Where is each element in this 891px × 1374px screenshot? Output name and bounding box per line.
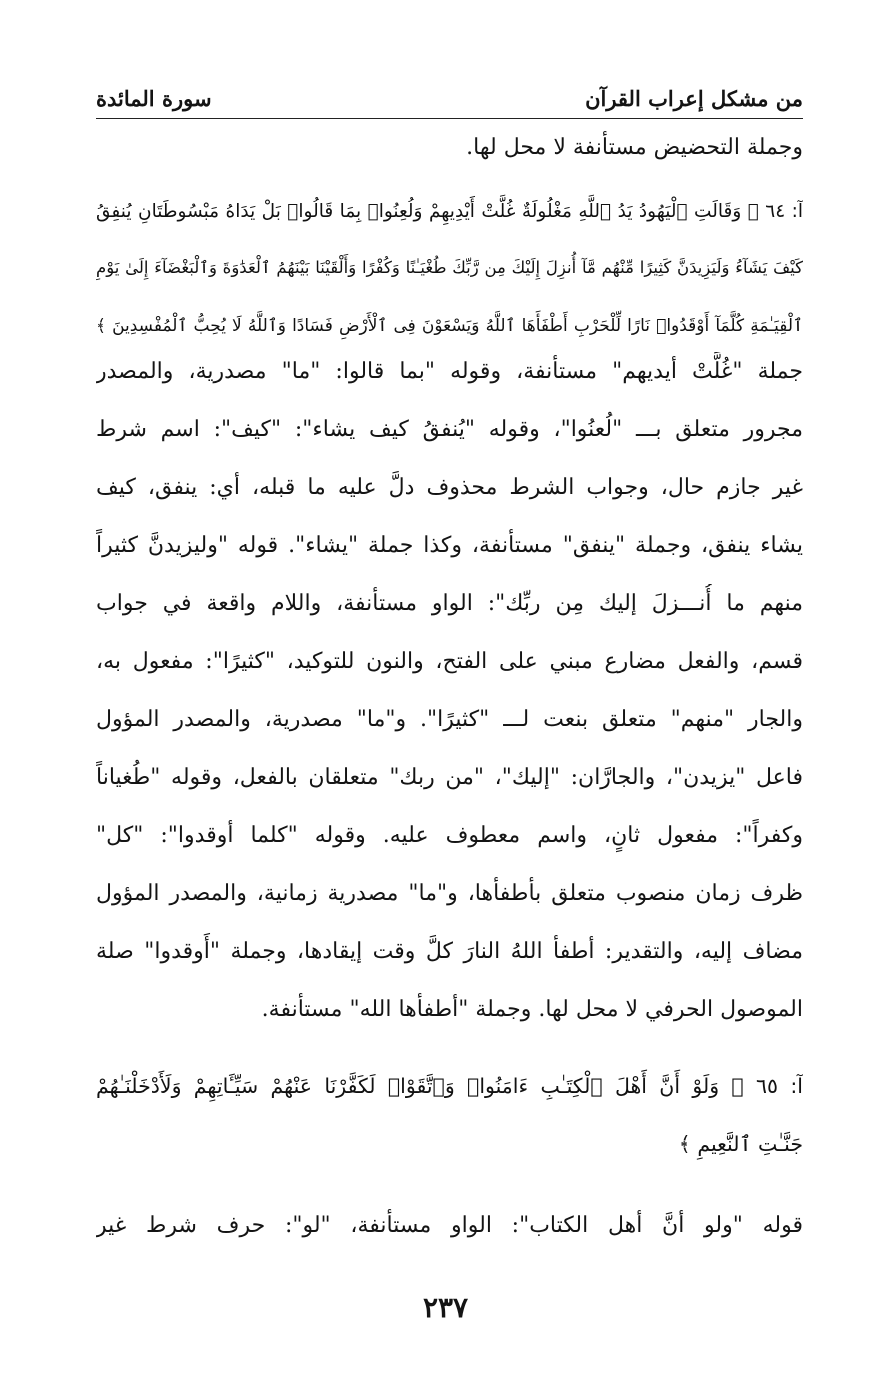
running-header — [96, 84, 803, 119]
surah-name: سورة المائدة — [96, 86, 212, 111]
verse-line: ٱلْقِيَـٰمَةِ كُلَّمَآ أَوْقَدُوا۟ نَارًا لِّلْحَرْبِ أَطْفَأَهَا ٱللَّهُ وَيَسْعَوْنَ فِى ٱلْأَرْضِ فَسَادًا وَٱللَّهُ لَا يُحِبُّ ٱلْمُفْسِدِينَ ﴾ — [96, 316, 803, 336]
commentary-line: والجار "منهم" متعلق بنعت لـــ "كثيرًا". و"ما" مصدرية، والمصدر المؤول — [96, 707, 803, 732]
commentary-line: مضاف إليه، والتقدير: أطفأ اللهُ النارَ كلَّ وقت إيقادها، وجملة "أَوقدوا" صلة — [96, 939, 803, 964]
commentary-line: قسم، والفعل مضارع مبني على الفتح، والنون للتوكيد، "كثيرًا": مفعول به، — [96, 649, 803, 674]
page-number: ٢٣٧ — [422, 1291, 469, 1324]
commentary-line: ظرف زمان منصوب متعلق بأطفأها، و"ما" مصدرية زمانية، والمصدر المؤول — [96, 881, 803, 906]
commentary-line: جملة "غُلَّتْ أيديهم" مستأنفة، وقوله "بما قالوا: "ما" مصدرية، والمصدر — [96, 359, 803, 384]
commentary-line: منهم ما أُنـــزلَ إليك مِن ربِّك": الواو مستأنفة، واللام واقعة في جواب — [96, 591, 803, 616]
verse-line: جَنَّـٰتِ ٱلنَّعِيمِ ﴾ — [678, 1132, 803, 1156]
commentary-line: قوله "ولو أنَّ أهل الكتاب": الواو مستأنفة، "لو": حرف شرط غير — [96, 1213, 803, 1238]
commentary-line: الموصول الحرفي لا محل لها. وجملة "أطفأها الله" مستأنفة. — [261, 997, 803, 1022]
commentary-line: غير جازم حال، وجواب الشرط محذوف دلَّ عليه ما قبله، أي: ينفق، كيف — [96, 475, 803, 500]
commentary-line: وكفراً": مفعول ثانٍ، واسم معطوف عليه. وقوله "كلما أوقدوا": "كل" — [96, 823, 803, 848]
commentary-line: مجرور متعلق بـــ "لُعنُوا"، وقوله "يُنفقُ كيف يشاء": "كيف": اسم شرط — [96, 417, 803, 442]
verse-line: كَيْفَ يَشَآءُ وَلَيَزِيدَنَّ كَثِيرًا مِّنْهُم مَّآ أُنزِلَ إِلَيْكَ مِن رَّبِّكَ طُغْيَـٰنًا وَكُفْرًا وَأَلْقَيْنَا بَيْنَهُمُ ٱلْعَدَٰوَةَ وَٱلْبَغْضَآءَ إِلَىٰ يَوْمِ — [96, 258, 803, 277]
commentary-line: يشاء ينفق، وجملة "ينفق" مستأنفة، وكذا جملة "يشاء". قوله "وليزيدنَّ كثيراً — [96, 533, 803, 558]
book-title: من مشكل إعراب القرآن — [585, 86, 803, 111]
commentary-line: وجملة التحضيض مستأنفة لا محل لها. — [466, 135, 803, 160]
commentary-line: فاعل "يزيدن"، والجارَّان: "إليك"، "من ربك" متعلقان بالفعل، وقوله "طُغياناً — [96, 765, 803, 790]
verse-line: آ: ٦٥ ﴿ وَلَوْ أَنَّ أَهْلَ ٱلْكِتَـٰبِ ءَامَنُوا۟ وَٱتَّقَوْا۟ لَكَفَّرْنَا عَنْهُمْ سَيِّـَٔاتِهِمْ وَلَأَدْخَلْنَـٰهُمْ — [96, 1074, 803, 1098]
verse-line: آ: ٦٤ ﴿ وَقَالَتِ ٱلْيَهُودُ يَدُ ٱللَّهِ مَغْلُولَةٌ غُلَّتْ أَيْدِيهِمْ وَلُعِنُوا۟ بِمَا قَالُوا۟ بَلْ يَدَاهُ مَبْسُوطَتَانِ يُنفِقُ — [96, 201, 803, 222]
